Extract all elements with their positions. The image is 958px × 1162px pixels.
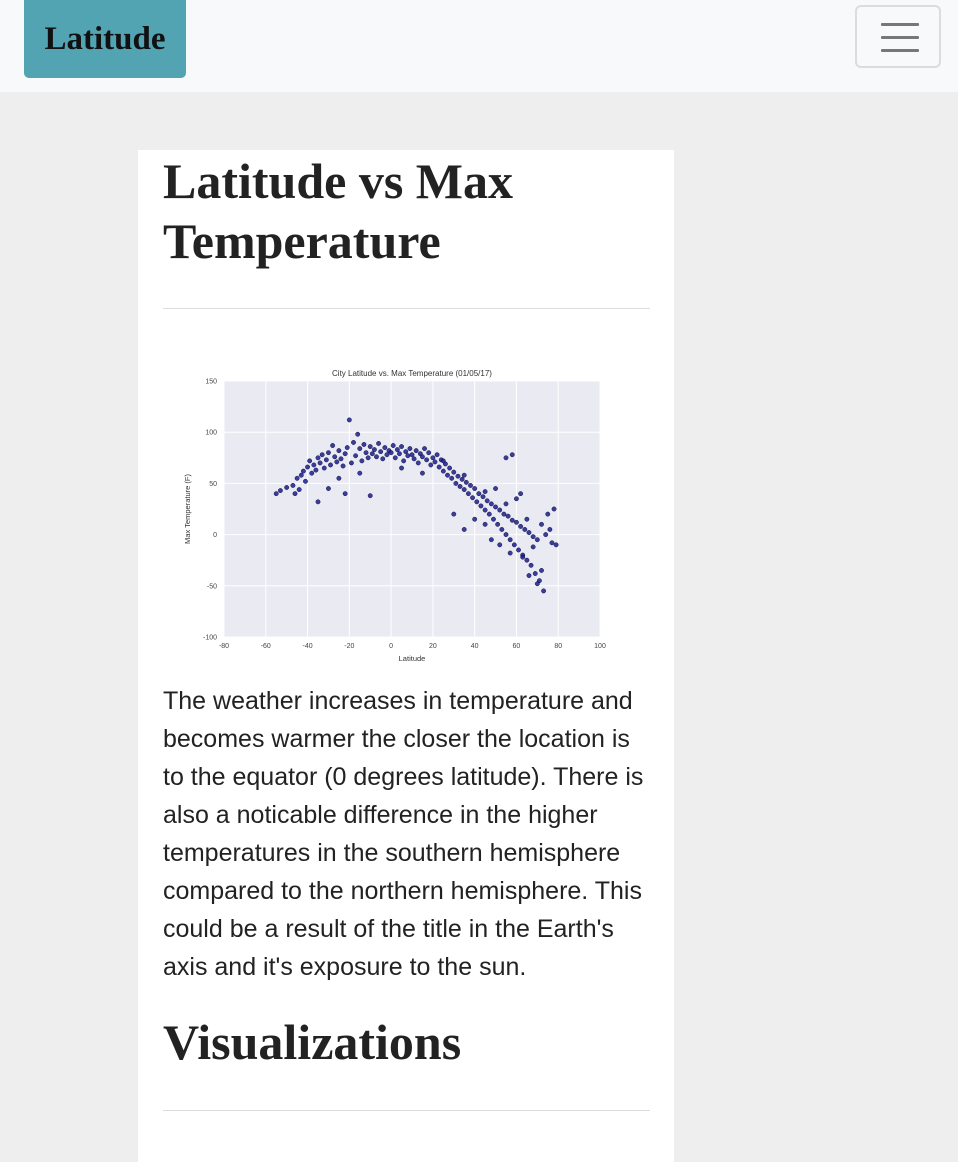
y-tick-label: 0	[213, 532, 217, 540]
data-point	[477, 491, 481, 495]
data-point	[358, 471, 362, 475]
data-point	[541, 589, 545, 593]
y-tick-label: 150	[205, 378, 217, 386]
data-point	[525, 558, 529, 562]
data-point	[420, 455, 424, 459]
x-tick-label: 40	[470, 643, 479, 650]
data-point	[491, 517, 495, 521]
data-point	[462, 527, 466, 531]
data-point	[445, 473, 449, 477]
data-point	[447, 466, 451, 470]
data-point	[404, 449, 408, 453]
data-point	[326, 486, 330, 490]
data-point	[353, 454, 357, 458]
data-point	[521, 555, 525, 559]
data-point	[318, 461, 322, 465]
data-point	[504, 456, 508, 460]
data-point	[431, 456, 435, 460]
data-point	[345, 445, 349, 449]
data-point	[533, 571, 537, 575]
data-point	[416, 461, 420, 465]
chart-title: City Latitude vs. Max Temperature (01/05/17)	[332, 369, 492, 378]
data-point	[420, 471, 424, 475]
data-point	[297, 487, 301, 491]
data-point	[401, 459, 405, 463]
data-point	[454, 481, 458, 485]
data-point	[495, 522, 499, 526]
y-tick-label: -50	[206, 583, 217, 591]
description-text: The weather increases in temperature and becomes warmer the closer the location is to the equator (0 degrees latitude). There is also a noticable difference in the higher temperatures in the southern hemisphere compared to the northern hemisphere. This could be a result of the title in the Earth's axis and it's exposure to the sun.	[163, 687, 644, 981]
data-point	[449, 476, 453, 480]
x-axis-label: Latitude	[398, 654, 426, 663]
data-point	[391, 443, 395, 447]
data-point	[504, 532, 508, 536]
y-tick-label: -100	[202, 634, 217, 642]
data-point	[320, 453, 324, 457]
data-point	[441, 459, 445, 463]
data-point	[310, 471, 314, 475]
data-point	[322, 466, 326, 470]
data-point	[366, 456, 370, 460]
x-tick-label: -40	[302, 643, 313, 650]
data-point	[381, 457, 385, 461]
x-tick-label: 60	[512, 643, 521, 650]
data-point	[341, 464, 345, 468]
data-point	[552, 507, 556, 511]
data-point	[502, 512, 506, 516]
data-point	[337, 476, 341, 480]
data-point	[314, 468, 318, 472]
data-point	[339, 457, 343, 461]
data-point	[472, 486, 476, 490]
data-point	[368, 493, 372, 497]
data-point	[274, 491, 278, 495]
data-point	[543, 532, 547, 536]
data-point	[468, 483, 472, 487]
data-point	[433, 460, 437, 464]
data-point	[458, 484, 462, 488]
data-point	[316, 456, 320, 460]
data-point	[372, 447, 376, 451]
data-point	[424, 458, 428, 462]
data-point	[456, 474, 460, 478]
data-point	[500, 527, 504, 531]
y-axis-label: Max Temperature (F)	[183, 474, 192, 544]
data-point	[278, 488, 282, 492]
data-point	[523, 527, 527, 531]
data-point	[295, 476, 299, 480]
data-point	[462, 487, 466, 491]
data-point	[299, 473, 303, 477]
data-point	[510, 518, 514, 522]
x-tick-label: 80	[554, 643, 563, 650]
data-point	[316, 500, 320, 504]
data-point	[328, 463, 332, 467]
x-tick-label: -20	[344, 643, 355, 650]
data-point	[378, 449, 382, 453]
data-point	[349, 461, 353, 465]
data-point	[347, 418, 351, 422]
data-point	[508, 538, 512, 542]
page-title: Latitude vs Max Temperature	[163, 153, 513, 269]
data-point	[351, 440, 355, 444]
data-point	[343, 452, 347, 456]
data-point	[508, 551, 512, 555]
data-point	[464, 480, 468, 484]
data-point	[525, 517, 529, 521]
data-point	[452, 470, 456, 474]
data-point	[324, 458, 328, 462]
data-point	[527, 530, 531, 534]
data-point	[399, 466, 403, 470]
x-tick-label: -80	[218, 643, 230, 650]
brand-link[interactable]: Latitude	[24, 0, 186, 78]
data-point	[330, 443, 334, 447]
data-point	[498, 508, 502, 512]
data-point	[358, 446, 362, 450]
x-tick-label: 0	[389, 643, 394, 650]
data-point	[284, 485, 288, 489]
data-point	[397, 452, 401, 456]
data-point	[535, 582, 539, 586]
data-point	[376, 441, 380, 445]
data-point	[343, 491, 347, 495]
data-point	[389, 450, 393, 454]
data-point	[303, 479, 307, 483]
data-point	[483, 522, 487, 526]
data-point	[462, 473, 466, 477]
data-point	[374, 455, 378, 459]
data-point	[510, 453, 514, 457]
scatter-chart	[178, 360, 618, 680]
data-point	[470, 496, 474, 500]
data-point	[441, 469, 445, 473]
data-point	[395, 447, 399, 451]
data-point	[485, 499, 489, 503]
data-point	[548, 527, 552, 531]
data-point	[393, 456, 397, 460]
data-point	[518, 524, 522, 528]
data-point	[429, 463, 433, 467]
data-point	[483, 508, 487, 512]
data-point	[435, 453, 439, 457]
data-point	[550, 541, 554, 545]
data-point	[481, 495, 485, 499]
data-point	[554, 543, 558, 547]
data-point	[493, 505, 497, 509]
data-point	[539, 568, 543, 572]
data-point	[437, 465, 441, 469]
data-point	[383, 445, 387, 449]
data-point	[406, 454, 410, 458]
data-point	[410, 453, 414, 457]
data-point	[539, 522, 543, 526]
data-point	[546, 512, 550, 516]
data-point	[531, 545, 535, 549]
visualizations-heading: Visualizations	[163, 1014, 462, 1070]
content-card	[138, 150, 674, 1162]
data-point	[337, 448, 341, 452]
data-point	[360, 459, 364, 463]
divider	[163, 308, 650, 309]
data-point	[408, 446, 412, 450]
data-point	[368, 444, 372, 448]
data-point	[460, 477, 464, 481]
hamburger-menu-icon	[881, 23, 919, 26]
data-point	[427, 450, 431, 454]
data-point	[472, 517, 476, 521]
data-point	[483, 489, 487, 493]
data-point	[293, 491, 297, 495]
data-point	[412, 457, 416, 461]
hamburger-menu-icon	[881, 36, 919, 39]
data-point	[385, 453, 389, 457]
data-point	[518, 491, 522, 495]
x-tick-label: -60	[260, 643, 271, 650]
data-point	[301, 469, 305, 473]
data-point	[512, 543, 516, 547]
data-point	[489, 538, 493, 542]
data-point	[487, 512, 491, 516]
navbar	[0, 0, 958, 92]
data-point	[514, 520, 518, 524]
x-tick-label: 100	[594, 643, 606, 650]
divider	[163, 1110, 650, 1111]
data-point	[498, 543, 502, 547]
data-point	[504, 502, 508, 506]
hamburger-menu-icon	[881, 49, 919, 52]
data-point	[422, 446, 426, 450]
data-point	[291, 483, 295, 487]
data-point	[506, 514, 510, 518]
data-point	[516, 548, 520, 552]
data-point	[514, 497, 518, 501]
data-point	[531, 534, 535, 538]
data-point	[307, 459, 311, 463]
data-point	[370, 452, 374, 456]
data-point	[326, 450, 330, 454]
data-point	[529, 563, 533, 567]
data-point	[493, 486, 497, 490]
data-point	[312, 463, 316, 467]
data-point	[452, 512, 456, 516]
data-point	[489, 502, 493, 506]
data-point	[414, 448, 418, 452]
plot-area	[224, 381, 600, 637]
menu-toggle-button[interactable]	[855, 5, 941, 68]
x-tick-label: 20	[428, 643, 437, 650]
data-point	[355, 432, 359, 436]
y-tick-label: 50	[209, 480, 217, 488]
data-point	[399, 444, 403, 448]
data-point	[466, 491, 470, 495]
data-point	[364, 450, 368, 454]
data-point	[475, 500, 479, 504]
data-point	[535, 538, 539, 542]
data-point	[527, 573, 531, 577]
data-point	[335, 460, 339, 464]
data-point	[305, 465, 309, 469]
y-tick-label: 100	[205, 429, 217, 437]
data-point	[479, 504, 483, 508]
data-point	[333, 455, 337, 459]
data-point	[362, 442, 366, 446]
